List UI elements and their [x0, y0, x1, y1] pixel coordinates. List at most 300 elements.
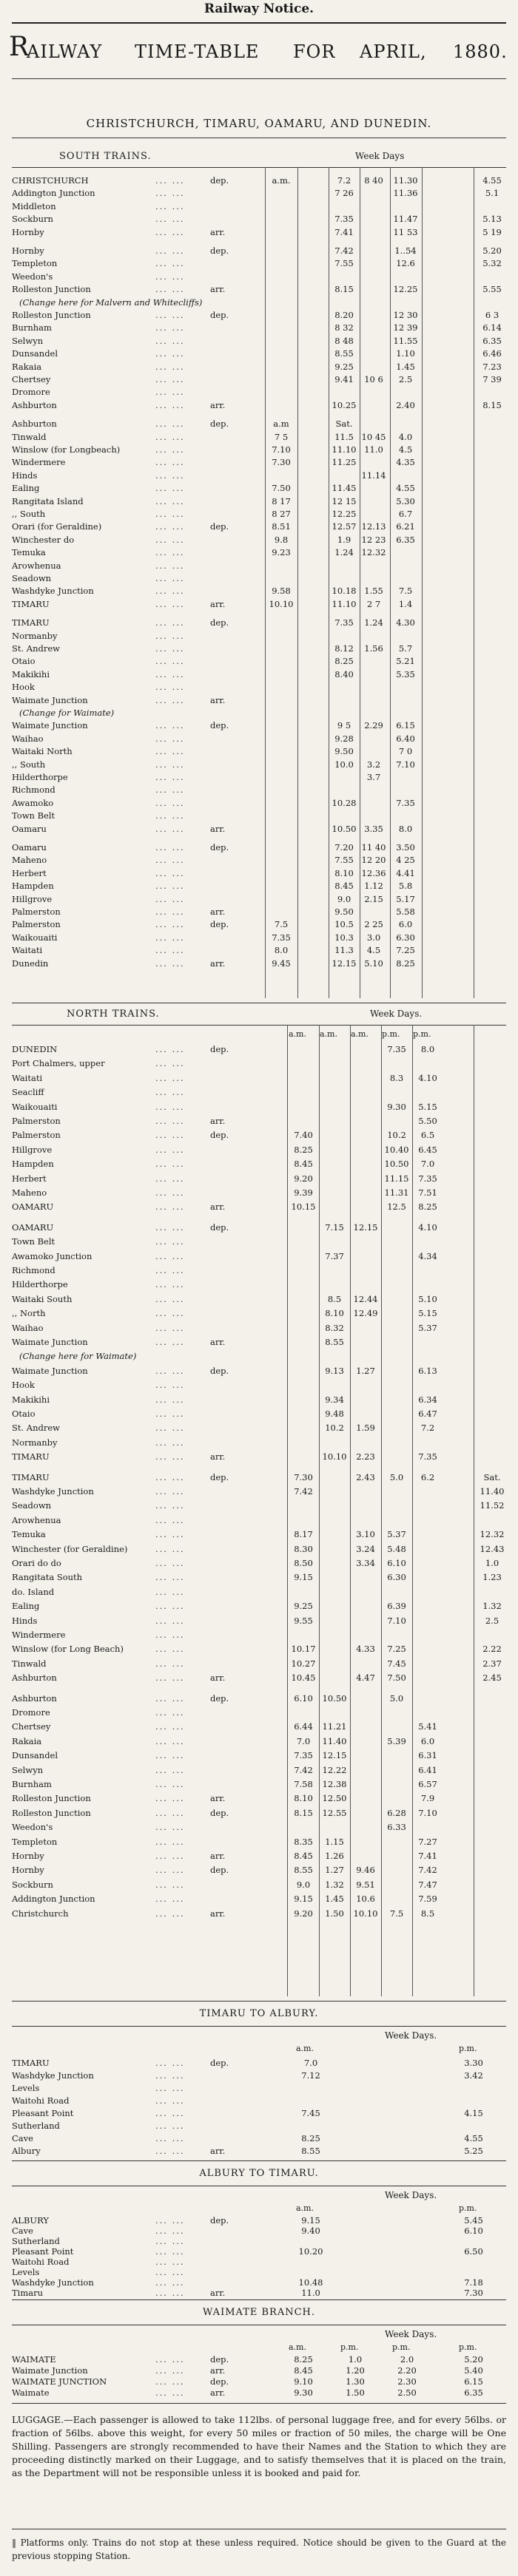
station-name: Awamoko [12, 797, 54, 808]
time-cell: 9.25 [294, 1601, 313, 1612]
time-cell: 10.10 [269, 598, 294, 609]
leader-dots: ... ... [155, 867, 185, 878]
timetable-row [0, 2365, 518, 2376]
time-cell: 8.25 [294, 2354, 313, 2365]
time-cell: 5.8 [398, 881, 413, 892]
leader-dots: ... ... [155, 1793, 185, 1804]
leader-dots: ... ... [155, 361, 185, 372]
rule [12, 2299, 506, 2300]
timetable-row [0, 1114, 518, 1128]
arr-dep-marker: arr. [210, 399, 226, 410]
leader-dots: ... ... [155, 1322, 185, 1333]
station-name: Rakaia [12, 361, 42, 372]
leader-dots: ... ... [155, 1072, 185, 1083]
arr-dep-marker: arr. [210, 2146, 226, 2156]
station-name: St. Andrew [12, 1423, 61, 1434]
time-cell: 9.15 [294, 1572, 313, 1583]
arr-dep-marker: arr. [210, 1337, 226, 1347]
timetable-row [0, 2226, 518, 2236]
station-name: ,, South [12, 759, 46, 770]
time-cell: 6.2 [420, 1471, 435, 1482]
time-cell: 9.0 [337, 893, 352, 904]
column-divider [381, 1025, 382, 1996]
time-cell: 5.41 [418, 1721, 437, 1732]
arr-dep-marker: dep. [210, 310, 229, 320]
arr-dep-marker: arr. [210, 1793, 226, 1804]
arr-dep-marker: dep. [210, 1865, 229, 1876]
station-name: Normanby [12, 630, 58, 641]
leader-dots: ... ... [155, 1451, 185, 1462]
time-cell: 5.58 [396, 906, 415, 917]
station-name: Normanby [12, 1437, 58, 1448]
arr-dep-marker: dep. [210, 2376, 229, 2387]
time-cell: 7.42 [294, 1764, 313, 1775]
timetable-row [0, 2354, 518, 2365]
time-cell: 11.31 [384, 1187, 409, 1198]
station-name: Sutherland [12, 2121, 60, 2131]
time-cell: 3.42 [464, 2070, 483, 2081]
time-cell: 5.0 [389, 1471, 404, 1482]
time-cell: 12.50 [322, 1793, 347, 1804]
leader-dots: ... ... [155, 1807, 185, 1818]
time-cell: 9.20 [294, 1173, 313, 1184]
time-cell: 6.41 [418, 1764, 437, 1775]
timetable-row [0, 918, 518, 931]
time-cell: 9.20 [294, 1908, 313, 1919]
time-cell: 5.15 [418, 1308, 437, 1319]
time-cell: 5 19 [482, 226, 502, 237]
column-head: p.m. [392, 2342, 411, 2352]
station-name: Waitaki South [12, 1293, 73, 1304]
time-cell: 6.0 [420, 1735, 435, 1746]
time-cell: 4.10 [418, 1221, 437, 1233]
time-cell: 4.15 [464, 2108, 483, 2118]
station-name: Pleasant Point [12, 2108, 74, 2118]
leader-dots: ... ... [155, 457, 185, 468]
time-cell: 1.24 [334, 547, 354, 558]
time-cell: 10.28 [332, 797, 357, 808]
time-cell: 9.28 [334, 733, 354, 744]
time-cell: 3.30 [464, 2058, 483, 2068]
timetable-row [0, 521, 518, 533]
time-cell: 8.32 [325, 1322, 344, 1333]
time-cell: 1.23 [482, 1572, 502, 1583]
station-name: Waitohi Road [12, 2095, 70, 2106]
timetable-row [0, 560, 518, 572]
column-divider [319, 1025, 320, 1996]
time-cell: 6.0 [398, 919, 413, 930]
time-cell: 6.7 [398, 509, 413, 519]
leader-dots: ... ... [155, 1865, 185, 1876]
timetable-row [0, 1071, 518, 1085]
time-cell: 11.0 [364, 444, 383, 455]
rule [12, 2026, 506, 2027]
time-cell: 6.10 [387, 1558, 406, 1568]
time-cell: 11 53 [393, 226, 418, 237]
arr-dep-marker: arr. [210, 1201, 226, 1213]
station-name: Dunsandel [12, 348, 58, 359]
station-name: Seadown [12, 573, 52, 583]
timetable-row [0, 1421, 518, 1435]
time-cell: 12 30 [393, 310, 418, 320]
leader-dots: ... ... [155, 1558, 185, 1568]
time-cell: 8.40 [334, 668, 354, 679]
leader-dots: ... ... [155, 656, 185, 667]
column-head: a.m. [289, 1029, 306, 1039]
time-cell: 9.0 [296, 1879, 311, 1890]
time-cell: 12.6 [396, 258, 415, 269]
time-cell: 6.14 [482, 322, 502, 333]
station-name: Waimate Junction [12, 720, 88, 731]
timetable-row [0, 932, 518, 944]
leader-dots: ... ... [155, 2226, 185, 2236]
timetable-row [0, 1157, 518, 1171]
leader-dots: ... ... [155, 1750, 185, 1761]
leader-dots: ... ... [155, 387, 185, 398]
time-cell: 7.35 [387, 1044, 406, 1054]
time-cell: 4.47 [356, 1672, 375, 1684]
column-head: p.m. [340, 2342, 359, 2352]
timetable-row [0, 944, 518, 957]
time-cell: 7.35 [418, 1451, 437, 1462]
leader-dots: ... ... [155, 2257, 185, 2267]
leader-dots: ... ... [155, 1894, 185, 1905]
leader-dots: ... ... [155, 1250, 185, 1261]
timetable-row [0, 630, 518, 643]
station-name: Winslow (for Longbeach) [12, 444, 121, 455]
leader-dots: ... ... [155, 919, 185, 930]
timetable-row [0, 361, 518, 373]
arr-dep-marker: dep. [210, 175, 229, 186]
station-name: Chertsey [12, 1721, 51, 1732]
timetable-row [0, 1335, 518, 1349]
station-name: Hampden [12, 881, 54, 892]
time-cell: 5.10 [364, 957, 383, 969]
timetable-row [0, 1542, 518, 1556]
station-name: Orari (for Geraldine) [12, 521, 102, 532]
albury-timaru-week-days: Week Days. [385, 2190, 437, 2200]
timetable-row [0, 2095, 518, 2107]
timetable-row [0, 296, 518, 309]
time-cell: 2.5 [398, 374, 413, 384]
station-name: Temuka [12, 547, 46, 558]
timetable-row [0, 2107, 518, 2120]
rule [12, 1025, 506, 1026]
leader-dots: ... ... [155, 258, 185, 269]
time-cell: 1.32 [482, 1601, 502, 1612]
time-cell: 1.10 [396, 348, 415, 359]
timetable-row [0, 2215, 518, 2226]
time-cell: 1.4 [398, 598, 413, 609]
timetable-row [0, 1657, 518, 1671]
time-cell: 9.41 [334, 374, 354, 384]
leader-dots: ... ... [155, 2267, 185, 2277]
time-cell: 12.57 [332, 521, 357, 532]
station-name: TIMARU [12, 2058, 50, 2068]
headline [9, 34, 509, 64]
timetable-row [0, 2246, 518, 2257]
time-cell: 7 0 [398, 746, 413, 757]
time-cell: 1.45 [396, 361, 415, 372]
leader-dots: ... ... [155, 1692, 185, 1704]
leader-dots: ... ... [155, 1159, 185, 1170]
time-cell: 12 23 [361, 534, 386, 545]
time-cell: 1.50 [325, 1908, 344, 1919]
timetable-row [0, 1720, 518, 1734]
time-cell: 8.20 [334, 310, 354, 320]
station-name: Dunedin [12, 957, 49, 969]
station-name: Levels [12, 2083, 40, 2093]
timetable-row [0, 957, 518, 970]
time-cell: 7.42 [294, 1486, 313, 1497]
leader-dots: ... ... [155, 1764, 185, 1775]
station-name: Rangitata South [12, 1572, 83, 1583]
time-cell: 4.33 [356, 1644, 375, 1655]
timetable-row [0, 1250, 518, 1264]
leader-dots: ... ... [155, 200, 185, 211]
leader-dots: ... ... [155, 1423, 185, 1434]
time-cell: 8.51 [272, 521, 291, 532]
time-cell: 9.50 [334, 906, 354, 917]
station-name: Selwyn [12, 335, 44, 346]
leader-dots: ... ... [155, 2058, 185, 2068]
time-cell: 6.40 [396, 733, 415, 744]
time-cell: 9.55 [294, 1615, 313, 1626]
time-cell: 6.30 [387, 1572, 406, 1583]
arr-dep-marker: dep. [210, 919, 229, 930]
station-name: Washdyke Junction [12, 586, 94, 597]
time-cell: 5.48 [387, 1543, 406, 1554]
station-name: TIMARU [12, 1471, 50, 1482]
station-name: Cave [12, 2226, 33, 2236]
time-cell: 7.50 [387, 1672, 406, 1684]
time-cell: 5.37 [387, 1529, 406, 1540]
arr-dep-marker: arr. [210, 1908, 226, 1919]
leader-dots: ... ... [155, 643, 185, 654]
leader-dots: ... ... [155, 1672, 185, 1684]
station-name: Burnham [12, 322, 52, 333]
timetable-row [0, 1599, 518, 1613]
time-cell: 7.35 [272, 932, 291, 943]
time-cell: 3.2 [366, 759, 381, 770]
leader-dots: ... ... [155, 1116, 185, 1126]
timetable-row [0, 2257, 518, 2267]
timetable-row [0, 1614, 518, 1628]
time-cell: 10.18 [332, 586, 357, 597]
station-name: Ashburton [12, 1692, 57, 1704]
time-cell: 12.49 [353, 1308, 378, 1319]
station-name: Temuka [12, 1529, 46, 1540]
station-name: Dunsandel [12, 1750, 58, 1761]
time-cell: 1.55 [364, 586, 383, 597]
time-cell: 1.24 [364, 617, 383, 628]
timetable-row [0, 546, 518, 559]
timetable-row [0, 1264, 518, 1278]
station-name: CHRISTCHURCH [12, 175, 89, 186]
time-cell: 7 39 [482, 374, 502, 384]
timetable-row [0, 174, 518, 187]
time-cell: 1.27 [356, 1365, 375, 1376]
time-cell: 5.15 [418, 1101, 437, 1112]
time-cell: 7.25 [387, 1644, 406, 1655]
station-name: Rolleston Junction [12, 310, 91, 320]
timetable-row [0, 906, 518, 918]
station-name: Ashburton [12, 399, 57, 410]
arr-dep-marker: dep. [210, 720, 229, 731]
timetable-row [0, 1570, 518, 1584]
timetable-row [0, 2082, 518, 2095]
leader-dots: ... ... [155, 483, 185, 494]
time-cell: 2.22 [482, 1644, 502, 1655]
time-cell: 5.37 [418, 1322, 437, 1333]
time-cell: 2.30 [397, 2376, 417, 2387]
time-cell: 11.55 [393, 335, 418, 346]
time-cell: 6.13 [418, 1365, 437, 1376]
arr-dep-marker: arr. [210, 1116, 226, 1126]
time-cell: 4 25 [396, 855, 415, 866]
headline-month: APRIL, [360, 41, 427, 62]
time-cell: 6.30 [396, 932, 415, 943]
time-cell: 6.34 [418, 1394, 437, 1405]
station-name: DUNEDIN [12, 1044, 58, 1054]
time-cell: 8.35 [294, 1836, 313, 1847]
time-cell: 6.50 [464, 2246, 483, 2257]
time-cell: 1.59 [356, 1423, 375, 1434]
time-cell: 9.10 [294, 2376, 313, 2387]
timetable-row [0, 213, 518, 226]
station-name: Hampden [12, 1159, 54, 1170]
leader-dots: ... ... [155, 2365, 185, 2376]
time-cell: 6.35 [482, 335, 502, 346]
time-cell: 4.55 [482, 175, 502, 186]
station-name: Hilderthorpe [12, 1279, 68, 1290]
leader-dots: ... ... [155, 881, 185, 892]
time-cell: 6.46 [482, 348, 502, 359]
timetable-row [0, 1172, 518, 1186]
time-cell: 11.40 [322, 1735, 347, 1746]
station-name: Rangitata Island [12, 495, 84, 506]
time-cell: 6 3 [485, 310, 500, 320]
leader-dots: ... ... [155, 1658, 185, 1669]
time-cell: 7.45 [387, 1658, 406, 1669]
time-cell: 6.47 [418, 1409, 437, 1419]
leader-dots: ... ... [155, 1058, 185, 1069]
leader-dots: ... ... [155, 399, 185, 410]
arr-dep-marker: arr. [210, 694, 226, 705]
time-cell: 5.0 [389, 1692, 404, 1704]
timetable-row [0, 1100, 518, 1114]
time-cell: 11.30 [393, 175, 418, 186]
time-cell: 1.27 [325, 1865, 344, 1876]
time-cell: 6.15 [464, 2376, 483, 2387]
leader-dots: ... ... [155, 1437, 185, 1448]
leader-dots: ... ... [155, 932, 185, 943]
time-cell: 11.47 [393, 214, 418, 225]
timetable-row [0, 1235, 518, 1249]
time-cell: 12.15 [322, 1750, 347, 1761]
time-cell: 12.5 [387, 1201, 406, 1213]
timetable-row [0, 759, 518, 771]
north-title: NORTH TRAINS. [67, 1009, 160, 1020]
leader-dots: ... ... [155, 1101, 185, 1112]
timetable-row [0, 1585, 518, 1599]
leader-dots: ... ... [155, 945, 185, 956]
time-cell: 8.10 [325, 1308, 344, 1319]
leader-dots: ... ... [155, 586, 185, 597]
leader-dots: ... ... [155, 1265, 185, 1275]
leader-dots: ... ... [155, 2288, 185, 2298]
leader-dots: ... ... [155, 310, 185, 320]
time-cell: 1.9 [337, 534, 352, 545]
timetable-row [0, 1393, 518, 1407]
timetable-row [0, 1085, 518, 1099]
station-name: Sutherland [12, 2236, 60, 2246]
station-name: Seacliff [12, 1087, 44, 1098]
time-cell: 4.30 [396, 617, 415, 628]
timetable-row [0, 1849, 518, 1863]
leader-dots: ... ... [155, 1601, 185, 1612]
timetable-row [0, 257, 518, 270]
timetable-row [0, 694, 518, 707]
time-cell: 11.36 [393, 188, 418, 199]
timetable-row [0, 1186, 518, 1200]
station-name: Waitati [12, 945, 43, 956]
station-name: Hornby [12, 245, 44, 256]
time-cell: 6.15 [396, 720, 415, 731]
timetable-row [0, 2236, 518, 2246]
time-cell: 4.41 [396, 867, 415, 878]
leader-dots: ... ... [155, 2070, 185, 2081]
time-cell: 12.13 [361, 521, 386, 532]
time-cell: 7 26 [334, 188, 354, 199]
station-name: ALBURY [12, 2215, 49, 2226]
time-cell: 8.12 [334, 643, 354, 654]
station-name: TIMARU [12, 1451, 50, 1462]
timetable-row [0, 1128, 518, 1142]
timetable-row [0, 1892, 518, 1906]
time-cell: 6.39 [387, 1601, 406, 1612]
timetable-row [0, 1706, 518, 1720]
station-name: WAIMATE JUNCTION [12, 2376, 107, 2387]
leader-dots: ... ... [155, 759, 185, 770]
time-cell: 12.32 [361, 547, 386, 558]
station-name: Hornby [12, 226, 44, 237]
station-name: Hook [12, 682, 35, 693]
station-name: (Change here for Malvern and Whitecliffs) [19, 296, 203, 308]
time-cell: 9.51 [356, 1879, 375, 1890]
leader-dots: ... ... [155, 1851, 185, 1861]
leader-dots: ... ... [155, 1572, 185, 1583]
time-cell: 11.0 [301, 2288, 320, 2298]
leader-dots: ... ... [155, 188, 185, 199]
time-cell: 10.50 [332, 823, 357, 834]
time-cell: 4.55 [396, 483, 415, 494]
station-name: Otaio [12, 656, 36, 667]
timetable-row [0, 1057, 518, 1071]
time-cell: 7.58 [294, 1779, 313, 1789]
time-cell: 8.3 [389, 1072, 404, 1083]
timetable-row [0, 1763, 518, 1777]
leader-dots: ... ... [155, 444, 185, 455]
station-name: Arowhenua [12, 1514, 61, 1525]
leader-dots: ... ... [155, 1735, 185, 1746]
station-name: Rolleston Junction [12, 1793, 91, 1804]
column-head: a.m. [296, 2203, 314, 2213]
leader-dots: ... ... [155, 470, 185, 481]
time-cell: 11.10 [332, 444, 357, 455]
station-name: Richmond [12, 784, 56, 796]
timetable-row [0, 893, 518, 906]
